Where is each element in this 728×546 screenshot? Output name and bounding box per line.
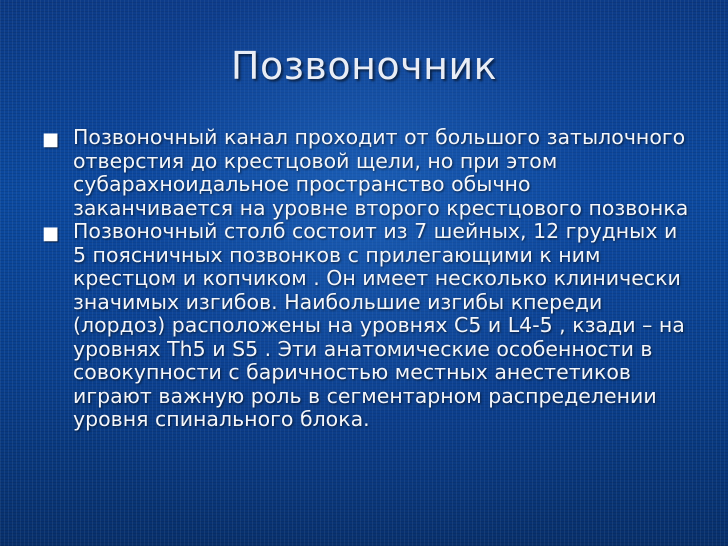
bullet-item	[42, 220, 692, 432]
slide-title: Позвоночник	[230, 44, 498, 88]
bullet-text: Позвоночный канал проходит от большого затылочного отверстия до крестцовой щели, но при этом субарахноидальное пространство обычно заканчивается на уровне второго крестцового позвонка	[73, 125, 689, 220]
bullet-text: Позвоночный столб состоит из 7 шейных, 12 грудных и 5 поясничных позвонков с прилегающими к ним крестцом и копчиком . Он имеет несколько клинически значимых изгибов. Наибольшие изгибы кпереди (лордоз) расположены на уровнях C5 и L4-5 , кзади – на уровнях Th5 и S5 . Эти анатомические особенности в совокупности с баричностью местных анестетиков играют важную роль в сегментарном распределении уровня спинального блока.	[73, 219, 685, 431]
square-bullet-icon: ■	[42, 129, 60, 150]
square-bullet-icon: ■	[42, 223, 60, 244]
bullet-list	[42, 126, 692, 432]
bullet-item	[42, 126, 692, 220]
